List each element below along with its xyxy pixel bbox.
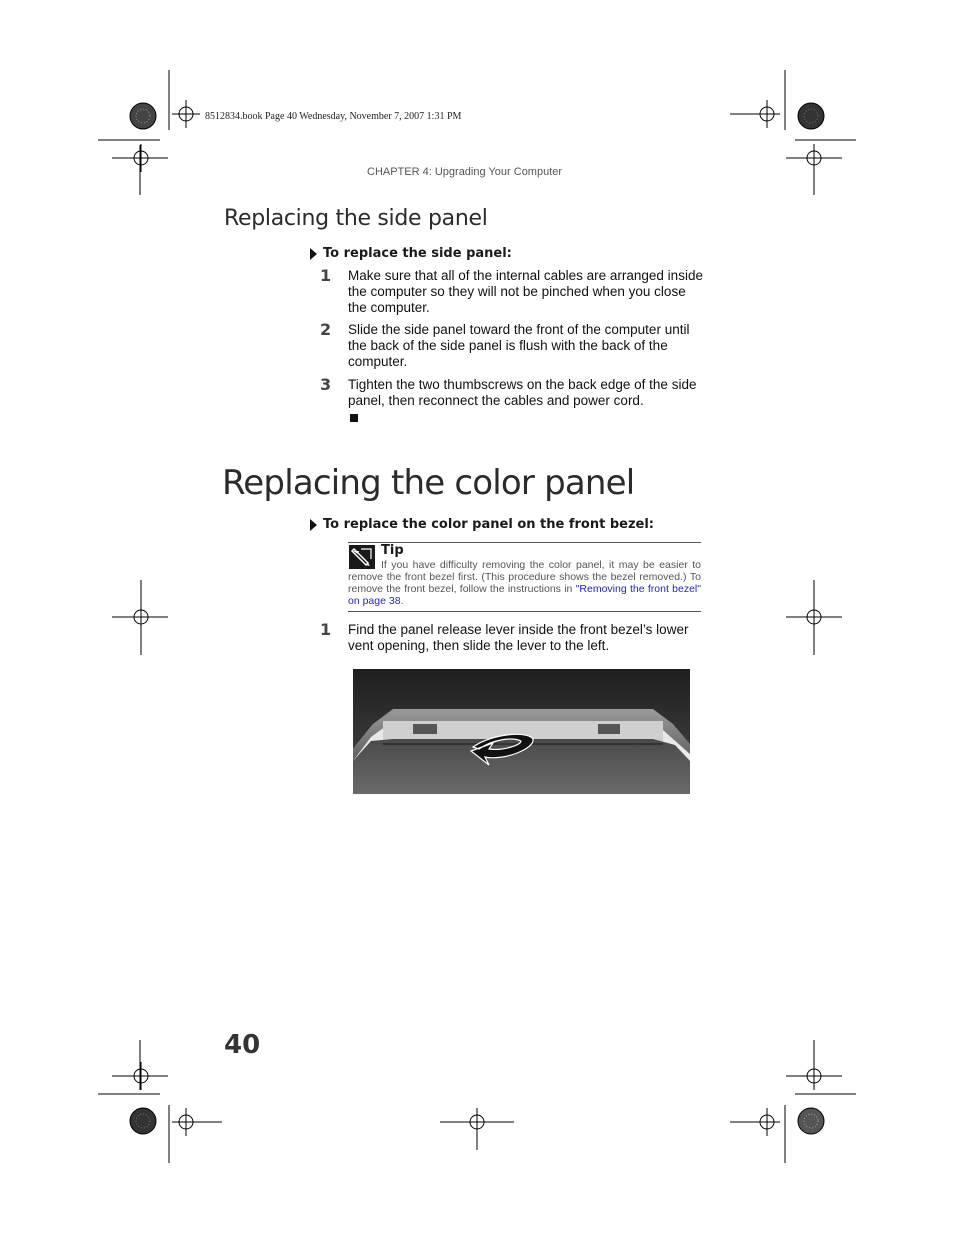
tip-title: Tip — [381, 543, 404, 558]
cross-reference-link[interactable]: "Removing the front bezel" on page 38 — [348, 583, 701, 607]
step-number: 3 — [320, 375, 332, 394]
tip-body-end: . — [400, 595, 404, 607]
section-heading-side-panel: Replacing the side panel — [224, 206, 488, 231]
step-number: 1 — [320, 266, 332, 285]
end-of-procedure-mark — [350, 414, 358, 422]
procedure-label: To replace the color panel on the front bezel: — [323, 517, 654, 532]
step-text: Slide the side panel toward the front of the computer until the back of the side panel is flush with the back of the computer. — [348, 322, 690, 369]
procedure-heading-color-panel — [310, 517, 654, 532]
triangle-bullet-icon — [310, 248, 317, 260]
step-text: Tighten the two thumbscrews on the back edge of the side panel, then reconnect the cables and power cord. — [348, 377, 697, 408]
section-heading-color-panel: Replacing the color panel — [222, 463, 635, 503]
procedure-label: To replace the side panel: — [323, 246, 512, 261]
step-text: Make sure that all of the internal cables are arranged inside the computer so they will not be pinched when you close the computer. — [348, 268, 703, 315]
tip-text — [348, 559, 701, 607]
triangle-bullet-icon — [310, 519, 317, 531]
step-number: 2 — [320, 320, 332, 339]
step-number: 1 — [320, 620, 332, 639]
page-number: 40 — [224, 1030, 261, 1060]
tip-body: If you have difficulty removing the color panel, it may be easier to remove the front bezel first. (This procedure shows the bezel removed.) To remove the front bezel, follow the instructions in — [348, 559, 701, 595]
print-info: 8512834.book Page 40 Wednesday, November 7, 2007 1:31 PM — [205, 111, 462, 122]
step-text: Find the panel release lever inside the front bezel’s lower vent opening, then slide the lever to the left. — [348, 622, 689, 653]
running-head: CHAPTER 4: Upgrading Your Computer — [367, 166, 563, 178]
procedure-heading-side-panel — [310, 246, 512, 261]
bezel-photo — [353, 669, 690, 794]
